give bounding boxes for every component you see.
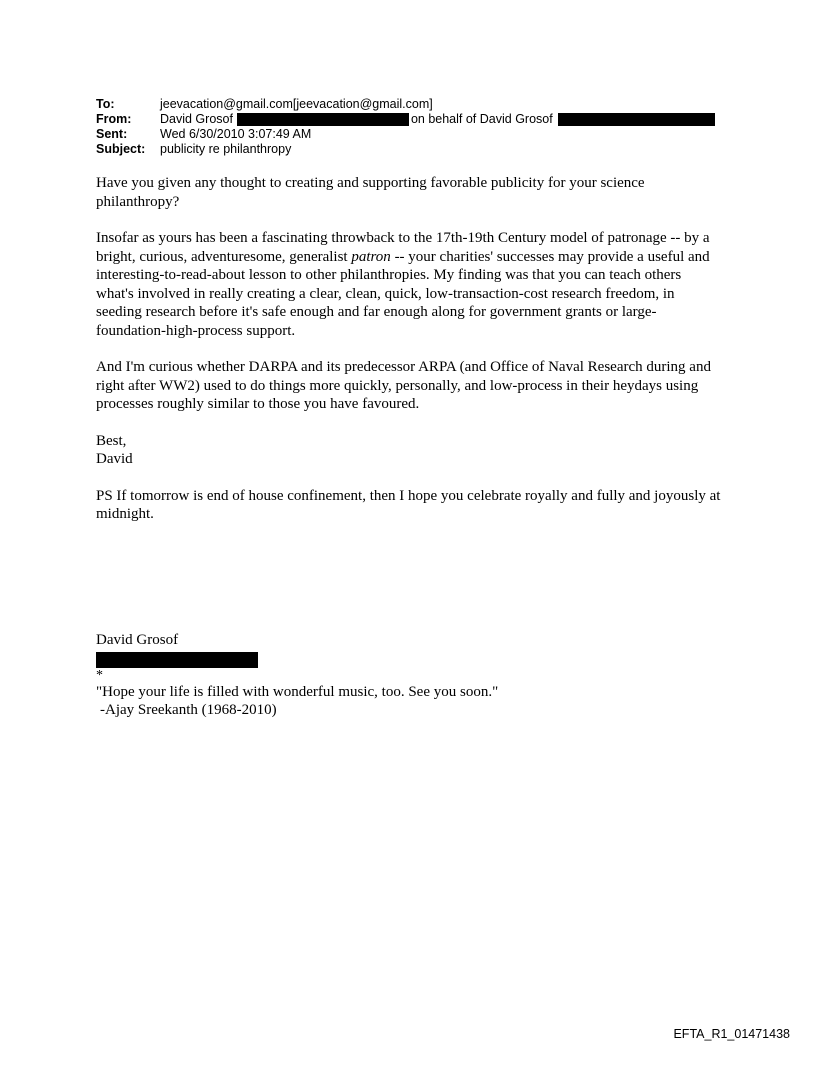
subject-row: [96, 142, 715, 157]
body-paragraph-1: Have you given any thought to creating and supporting favorable publicity for your science philanthropy?: [96, 175, 645, 210]
body-paragraph-2: [96, 229, 721, 340]
email-body: [96, 174, 721, 542]
closing-salutation: Best,: [96, 432, 127, 449]
from-label: From:: [96, 112, 132, 126]
to-row: [96, 97, 715, 112]
signature-attribution: -Ajay Sreekanth (1968-2010): [100, 702, 277, 718]
body-paragraph-2-start: Insofar as yours has been a fascinating throwback to the 17th-19th Century model of patronage -- by a bright, curious, adventuresome, generalist: [96, 230, 710, 265]
body-paragraph-2-end: -- your charities' successes may provide a useful and interesting-to-read-about lesson to other philanthropies. My finding was that you can teach others what's involved in really creating a clear, clean, quick, low-transaction-cost research freedom, in seeding research before it's safe enough and far enough along for government grants or large-foundation-high-process support.: [96, 248, 710, 339]
to-value: jeevacation@gmail.com[jeevacation@gmail.com]: [160, 97, 433, 111]
signature-quote: "Hope your life is filled with wonderful music, too. See you soon.": [96, 683, 499, 700]
sent-value: Wed 6/30/2010 3:07:49 AM: [160, 127, 312, 141]
body-paragraph-3: And I'm curious whether DARPA and its predecessor ARPA (and Office of Naval Research during and right after WW2) used to do things more quickly, personally, and low-process in their heydays using processes roughly similar to those you have favoured.: [96, 359, 711, 412]
subject-label: Subject:: [96, 142, 146, 156]
redaction-bar: [558, 113, 715, 126]
subject-value: publicity re philanthropy: [160, 142, 292, 156]
redaction-bar: [237, 113, 409, 126]
email-header: [96, 97, 715, 157]
closing-name: David: [96, 451, 133, 467]
signature-asterisk: *: [96, 667, 103, 683]
sent-row: [96, 127, 715, 142]
from-value: [160, 112, 715, 127]
document-id: EFTA_R1_01471438: [673, 1027, 790, 1041]
to-label: To:: [96, 97, 115, 111]
signature-name: David Grosof: [96, 632, 179, 648]
postscript: PS If tomorrow is end of house confinement, then I hope you celebrate royally and fully and joyously at midnight.: [96, 487, 721, 522]
sent-label: Sent:: [96, 127, 128, 141]
redaction-bar: [96, 652, 258, 668]
signature-block: [96, 631, 498, 720]
from-name: David Grosof: [160, 112, 233, 126]
closing-block: [96, 432, 721, 469]
from-row: [96, 112, 715, 127]
from-behalf: on behalf of David Grosof: [410, 112, 553, 126]
body-paragraph-2-emphasis: patron: [351, 248, 391, 265]
